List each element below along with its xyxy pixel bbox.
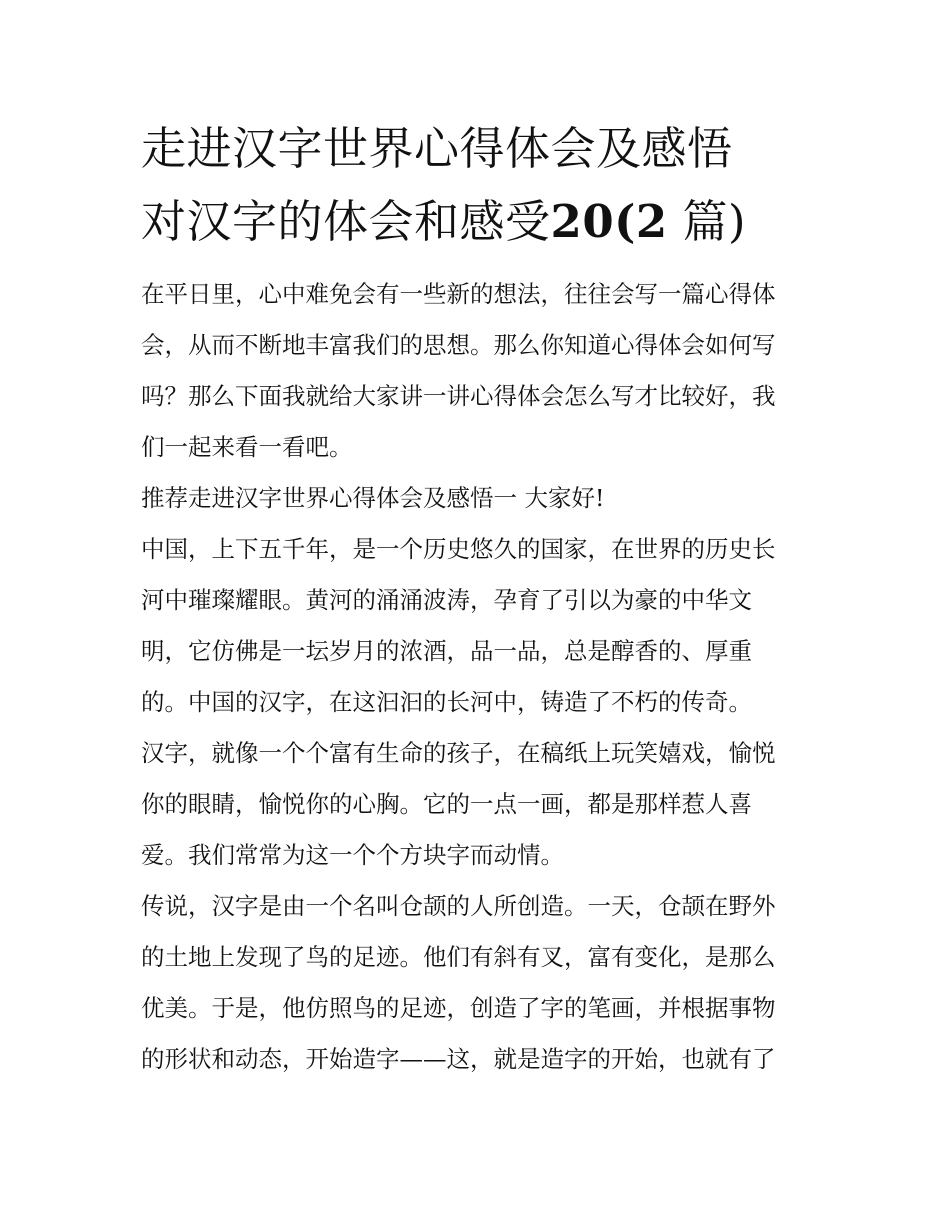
title-line-2-number: 20(2 — [550, 195, 668, 248]
text-line: 吗？那么下面我就给大家讲一讲心得体会怎么写才比较好，我 — [141, 382, 776, 410]
text-line: 爱。我们常常为这一个个方块字而动情。 — [141, 841, 564, 869]
title-line-2-text: 对汉字的体会和感受 — [141, 195, 551, 248]
text-line: 的形状和动态，开始造字——这，就是造字的开始，也就有了 — [141, 1045, 776, 1073]
text-line: 你的眼睛，愉悦你的心胸。它的一点一画，都是那样惹人喜 — [141, 790, 752, 818]
text-line: 优美。于是，他仿照鸟的足迹，创造了字的笔画，并根据事物 — [141, 994, 776, 1022]
text-line: 中国，上下五千年，是一个历史悠久的国家，在世界的历史长 — [141, 535, 776, 563]
paragraph-recommend — [141, 473, 813, 524]
text-line: 推荐走进汉字世界心得体会及感悟一 大家好! — [141, 484, 605, 512]
title-line-2 — [141, 185, 813, 258]
title-line-1: 走进汉字世界心得体会及感悟 — [141, 122, 733, 175]
document-page — [141, 112, 813, 1085]
text-line: 汉字，就像一个个富有生命的孩子，在稿纸上玩笑嬉戏，愉悦 — [141, 739, 776, 767]
paragraph-characters — [141, 728, 813, 881]
text-line: 们一起来看一看吧。 — [141, 433, 353, 461]
title-line-2-suffix: 篇) — [667, 195, 747, 248]
document-title — [141, 112, 813, 258]
text-line: 在平日里，心中难免会有一些新的想法，往往会写一篇心得体 — [141, 280, 776, 308]
text-line: 传说，汉字是由一个名叫仓颉的人所创造。一天，仓颉在野外 — [141, 892, 776, 920]
text-line: 河中璀璨耀眼。黄河的涌涌波涛，孕育了引以为豪的中华文 — [141, 586, 752, 614]
document-body — [141, 269, 813, 1085]
text-line: 的。中国的汉字，在这汩汩的长河中，铸造了不朽的传奇。 — [141, 688, 752, 716]
text-line: 明，它仿佛是一坛岁月的浓酒，品一品，总是醇香的、厚重 — [141, 637, 752, 665]
text-line: 的土地上发现了鸟的足迹。他们有斜有叉，富有变化，是那么 — [141, 943, 776, 971]
text-line: 会，从而不断地丰富我们的思想。那么你知道心得体会如何写 — [141, 331, 776, 359]
paragraph-china — [141, 524, 813, 728]
paragraph-legend — [141, 881, 813, 1085]
paragraph-intro — [141, 269, 813, 473]
